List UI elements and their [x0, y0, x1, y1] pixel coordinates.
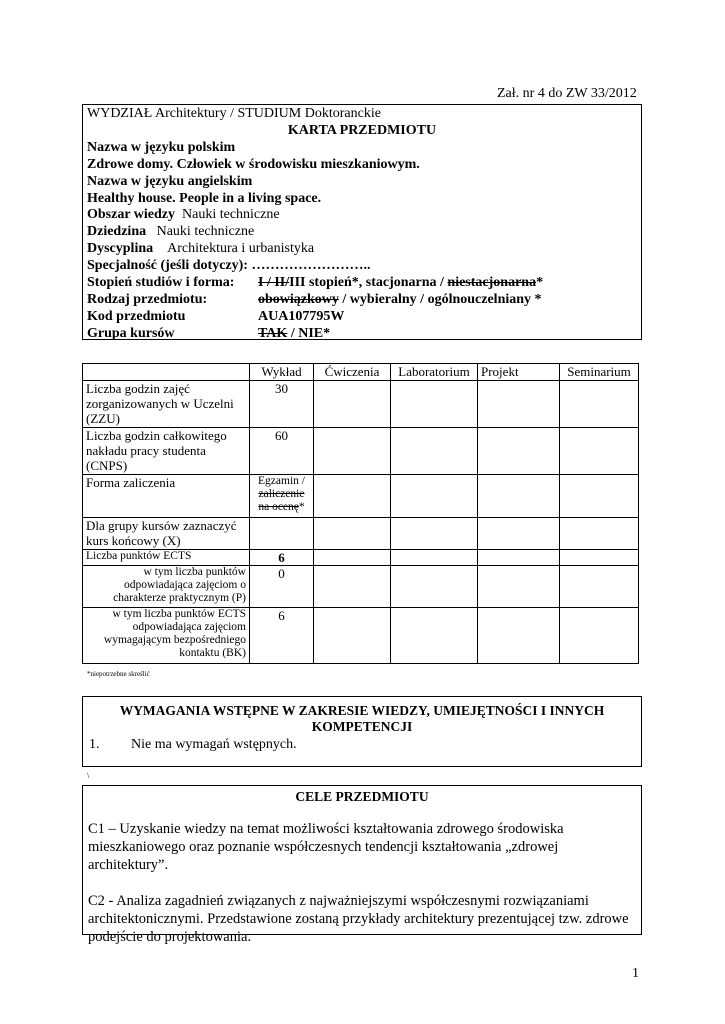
cell: [560, 518, 639, 550]
table-row: [83, 428, 639, 475]
lecture-cell: 60: [250, 428, 314, 475]
specialty-row: [87, 258, 637, 275]
code-row: [87, 309, 637, 326]
cell: [314, 566, 391, 608]
goals-title: CELE PRZEDMIOTU: [295, 789, 429, 804]
code-value: AUA107795W: [258, 308, 345, 324]
item-number: 1.: [89, 737, 100, 752]
row-label: Dla grupy kursów zaznaczyć kurs końcowy (X): [83, 518, 250, 550]
group-label: Grupa kursów: [87, 325, 175, 341]
area-row: [87, 207, 637, 224]
table-row: [83, 475, 639, 518]
type-row: [87, 292, 637, 309]
cell: [478, 428, 560, 475]
domain-value: Nauki techniczne: [156, 224, 255, 240]
lecture-cell: 30: [250, 381, 314, 428]
area-label: Obszar wiedzy: [87, 207, 176, 223]
cell: [478, 475, 560, 518]
cell: [314, 608, 391, 664]
row-label: w tym liczba punktów odpowiadająca zajęciom o charakterze praktycznym (P): [83, 566, 250, 608]
group-row: [87, 326, 637, 343]
cell: [560, 608, 639, 664]
name-pl: Zdrowe domy. Człowiek w środowisku mieszkaniowym.: [87, 156, 420, 172]
table-row: [83, 381, 639, 428]
row-label: Forma zaliczenia: [83, 475, 250, 518]
row-label: w tym liczba punktów ECTS odpowiadająca zajęciom wymagającym bezpośredniego kontaktu (BK): [83, 608, 250, 664]
table-row: [83, 608, 639, 664]
specialty-label: Specjalność (jeśli dotyczy):: [87, 258, 248, 274]
cell: [391, 428, 478, 475]
row-label: Liczba godzin zajęć zorganizowanych w Uczelni (ZZU): [83, 381, 250, 428]
item-text: Nie ma wymagań wstępnych.: [131, 737, 297, 752]
header-seminar: Seminarium: [560, 364, 639, 381]
domain-label: Dziedzina: [87, 224, 147, 240]
lecture-cell: [250, 518, 314, 550]
name-en-label: Nazwa w języku angielskim: [87, 173, 253, 189]
table-row: [83, 550, 639, 566]
table-row: [83, 566, 639, 608]
cell: [314, 381, 391, 428]
level-value: [258, 275, 543, 292]
cell: [391, 566, 478, 608]
faculty: WYDZIAŁ Architektury / STUDIUM Doktoranckie: [87, 106, 381, 121]
exam-text: Egzamin /: [258, 475, 305, 487]
type-struck: obowiązkowy: [258, 291, 339, 307]
cell: [314, 475, 391, 518]
group-struck: TAK: [258, 325, 288, 341]
goal-c1: C1 – Uzyskanie wiedzy na temat możliwości kształtowania zdrowego środowiska mieszkaniowego oraz poznanie współczesnych tendencji kształtowania „zdrowej architektury”.: [88, 821, 564, 873]
table-row: [83, 518, 639, 550]
discipline-row: [87, 241, 637, 258]
cell: [560, 381, 639, 428]
type-label: Rodzaj przedmiotu:: [87, 291, 208, 307]
requirements-title: WYMAGANIA WSTĘPNE W ZAKRESIE WIEDZY, UMIEJĘTNOŚCI I INNYCH KOMPETENCJI: [119, 703, 605, 734]
card-title: KARTA PRZEDMIOTU: [287, 122, 437, 138]
discipline-label: Dyscyplina: [87, 241, 154, 257]
course-card-box: [82, 104, 642, 340]
level-struck: I / II/: [258, 275, 290, 291]
goal-c2: C2 - Analiza zagadnień związanych z najważniejszymi współczesnymi rozwiązaniami architektonicznymi. Przedstawione zostaną przykłady architektury prezentującej tzw. zdrowe podejście do projektowania.: [88, 893, 629, 945]
cell: [560, 550, 639, 566]
cell: [314, 550, 391, 566]
cell: [391, 381, 478, 428]
header-empty: [83, 364, 250, 381]
cell: [391, 518, 478, 550]
requirement-item: [89, 737, 635, 753]
cell: [560, 475, 639, 518]
cell: [560, 428, 639, 475]
domain-row: [87, 224, 637, 241]
row-label: Liczba godzin całkowitego nakładu pracy studenta (CNPS): [83, 428, 250, 475]
header-exercises: Ćwiczenia: [314, 364, 391, 381]
stray-backslash: \: [87, 771, 90, 780]
level-row: [87, 275, 637, 292]
group-value: [258, 326, 330, 343]
lecture-cell: 0: [250, 566, 314, 608]
cell: [314, 428, 391, 475]
footnote: *niepotrzebne skreślić: [87, 670, 150, 678]
lecture-cell: 6: [250, 550, 314, 566]
type-text: / wybieralny / ogólnouczelniany *: [338, 291, 542, 307]
attachment-note: Zał. nr 4 do ZW 33/2012: [497, 86, 637, 101]
goals-box: [82, 785, 642, 945]
name-pl-label: Nazwa w języku polskim: [87, 139, 236, 155]
cell: [478, 608, 560, 664]
cell: [478, 381, 560, 428]
table-header-row: [83, 364, 639, 381]
group-text: / NIE*: [287, 325, 331, 341]
row-label: Liczba punktów ECTS: [83, 550, 250, 566]
level-label: Stopień studiów i forma:: [87, 275, 235, 291]
header-lecture: Wykład: [250, 364, 314, 381]
level-end: *: [536, 275, 544, 291]
level-struck-2: niestacjonarna: [447, 275, 537, 291]
lecture-cell: [250, 475, 314, 518]
cell: [314, 518, 391, 550]
asterisk: *: [298, 501, 305, 513]
specialty-value: ……………………..: [251, 258, 371, 274]
type-value: [258, 292, 542, 309]
cell: [478, 518, 560, 550]
code-label: Kod przedmiotu: [87, 308, 186, 324]
lecture-cell: 6: [250, 608, 314, 664]
header-laboratory: Laboratorium: [391, 364, 478, 381]
cell: [478, 566, 560, 608]
level-text: III stopień*, stacjonarna /: [289, 275, 448, 291]
discipline-value: Architektura i urbanistyka: [167, 241, 315, 257]
cell: [391, 475, 478, 518]
cell: [478, 550, 560, 566]
header-project: Projekt: [478, 364, 560, 381]
cell: [560, 566, 639, 608]
page-number: 1: [632, 966, 639, 981]
cell: [391, 550, 478, 566]
grade-struck: zaliczenie na ocenę: [258, 488, 305, 513]
cell: [391, 608, 478, 664]
area-value: Nauki techniczne: [182, 207, 280, 223]
hours-table: [82, 363, 639, 664]
name-en: Healthy house. People in a living space.: [87, 190, 322, 206]
requirements-box: [82, 696, 642, 767]
